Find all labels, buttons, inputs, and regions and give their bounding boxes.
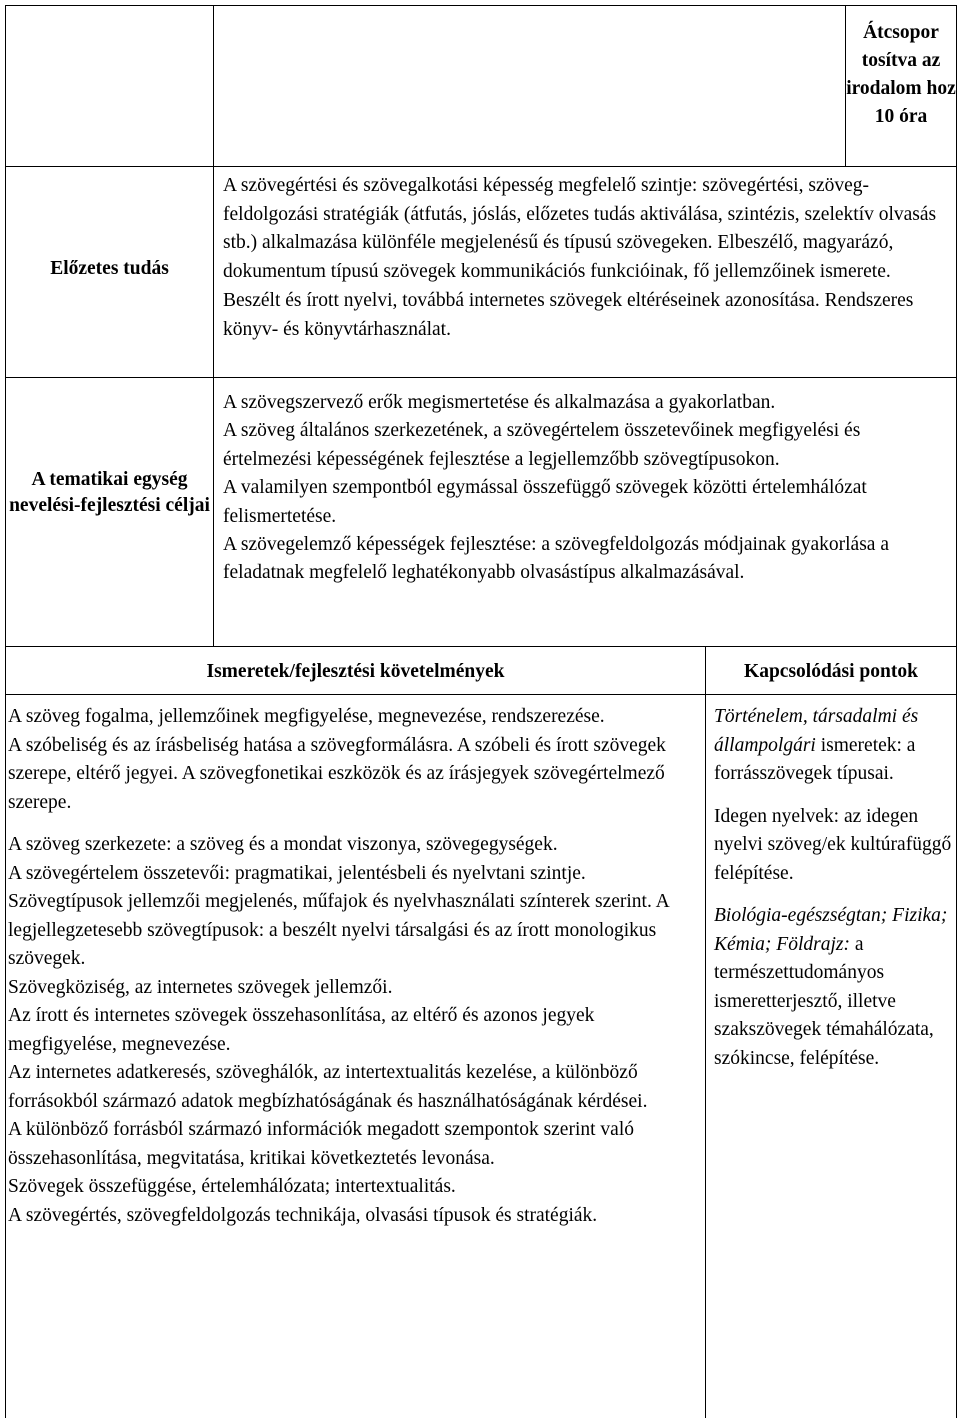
goals-paragraph: A szöveg általános szerkezetének, a szövegértelem összetevőinek megfigyelési és értelmezési képességének fejlesztése a legjellemzőbb szövegtípusokon. <box>223 420 861 470</box>
prior-knowledge-text: A szövegértési és szövegalkotási képesség megfelelő szintje: szövegértési, szöveg-feldolgozási stratégiák (átfutás, jóslás, előzetes tudás aktiválása, szintézis, szelektív olvasás stb.) alkalmazása különféle megjelenésű és típusú szövegeken. Elbeszélő, magyarázó, dokumentum típusú szövegek kommunikációs funkcióinak, fő jellemzőinek ismerete. Beszélt és írott nyelvi, továbbá internetes szövegek eltéréseinek azonosítása. Rendszeres könyv- és könyvtárhasználat. <box>223 175 937 340</box>
knowledge-item: A különböző forrásból származó információk megadott szempontok szerint való összehasonlítása, megvitatása, kritikai következtetés levonása. <box>8 1119 634 1169</box>
goals-paragraph: A szövegelemző képességek fejlesztése: a szövegfeldolgozás módjainak gyakorlása a feladatnak megfelelő leghatékonyabb olvasástípus alkalmazásával. <box>223 534 889 584</box>
border-row3-bottom <box>5 646 957 647</box>
link-sciences-subject: Biológia-egészségtan; Fizika; Kémia; Földrajz: <box>714 905 948 955</box>
border-header-bottom <box>5 694 957 695</box>
knowledge-text <box>8 703 701 1230</box>
knowledge-item: A szövegértés, szövegfeldolgozás technikája, olvasási típusok és stratégiák. <box>8 1204 598 1226</box>
knowledge-item: Szövegtípusok jellemzői megjelenés, műfajok és nyelvhasználati színterek szerint. A legjellegzetesebb szövegtípusok: a beszélt nyelvi társalgási és az írott monologikus szövegek. <box>8 891 669 969</box>
prior-knowledge-label: Előzetes tudás <box>50 258 169 279</box>
goals-text <box>223 389 951 588</box>
link-history <box>714 703 952 789</box>
knowledge-item: Az írott és internetes szövegek összehasonlítása, az eltérő és azonos jegyek megfigyelése, megnevezése. <box>8 1005 595 1055</box>
link-history-subject: Történelem, társadalmi és állampolgári <box>714 706 919 756</box>
border-right <box>956 5 957 1418</box>
link-sciences-detail: a természettudományos ismeretterjesztő, illetve szakszövegek témahálózata, szókincse, felépítése. <box>714 933 934 1069</box>
border-top <box>5 5 957 6</box>
border-left <box>5 5 6 1418</box>
goals-paragraph: A valamilyen szempontból egymással összefüggő szövegek közötti értelemhálózat felismertetése. <box>223 477 867 527</box>
goals-label: A tematikai egység nevelési-fejlesztési céljai <box>9 469 210 516</box>
knowledge-item: Szövegköziség, az internetes szövegek jellemzői. <box>8 976 393 998</box>
links-header: Kapcsolódási pontok <box>744 661 918 682</box>
border-row2-bottom <box>5 377 957 378</box>
border-links-divider <box>705 646 706 1418</box>
goals-paragraph: A szövegszervező erők megismertetése és alkalmazása a gyakorlatban. <box>223 392 776 413</box>
knowledge-item: Szövegek összefüggése, értelemhálózata; intertextualitás. <box>8 1176 456 1197</box>
link-languages: Idegen nyelvek: az idegen nyelvi szöveg/ek kultúrafüggő felépítése. <box>714 805 952 884</box>
top-right-title: Átcsopor tosítva az irodalom hoz 10 óra <box>846 22 956 127</box>
border-row1-bottom <box>5 166 957 167</box>
knowledge-item: A szöveg szerkezete: a szöveg és a mondat viszonya, szövegegységek. <box>8 834 558 855</box>
knowledge-header: Ismeretek/fejlesztési követelmények <box>206 661 505 682</box>
knowledge-item: A szöveg fogalma, jellemzőinek megfigyelése, megnevezése, rendszerezése. <box>8 706 605 727</box>
link-history-detail: ismeretek: a forrásszövegek típusai. <box>714 734 916 784</box>
border-label-divider <box>213 5 214 646</box>
knowledge-item: A szövegértelem összetevői: pragmatikai, jelentésbeli és nyelvtani szintje. <box>8 862 586 884</box>
link-sciences <box>714 902 952 1073</box>
links-text <box>714 703 952 1073</box>
knowledge-item: Az internetes adatkeresés, szöveghálók, az intertextualitás kezelése, a különböző forrásokból származó adatok megbízhatóságának és használhatóságának kérdései. <box>8 1062 648 1112</box>
knowledge-item: A szóbeliség és az írásbeliség hatása a szövegformálásra. A szóbeli és írott szövegek szerepe, eltérő jegyei. A szövegfonetikai eszközök és az írásjegyek szövegértelmező szerepe. <box>8 734 666 813</box>
